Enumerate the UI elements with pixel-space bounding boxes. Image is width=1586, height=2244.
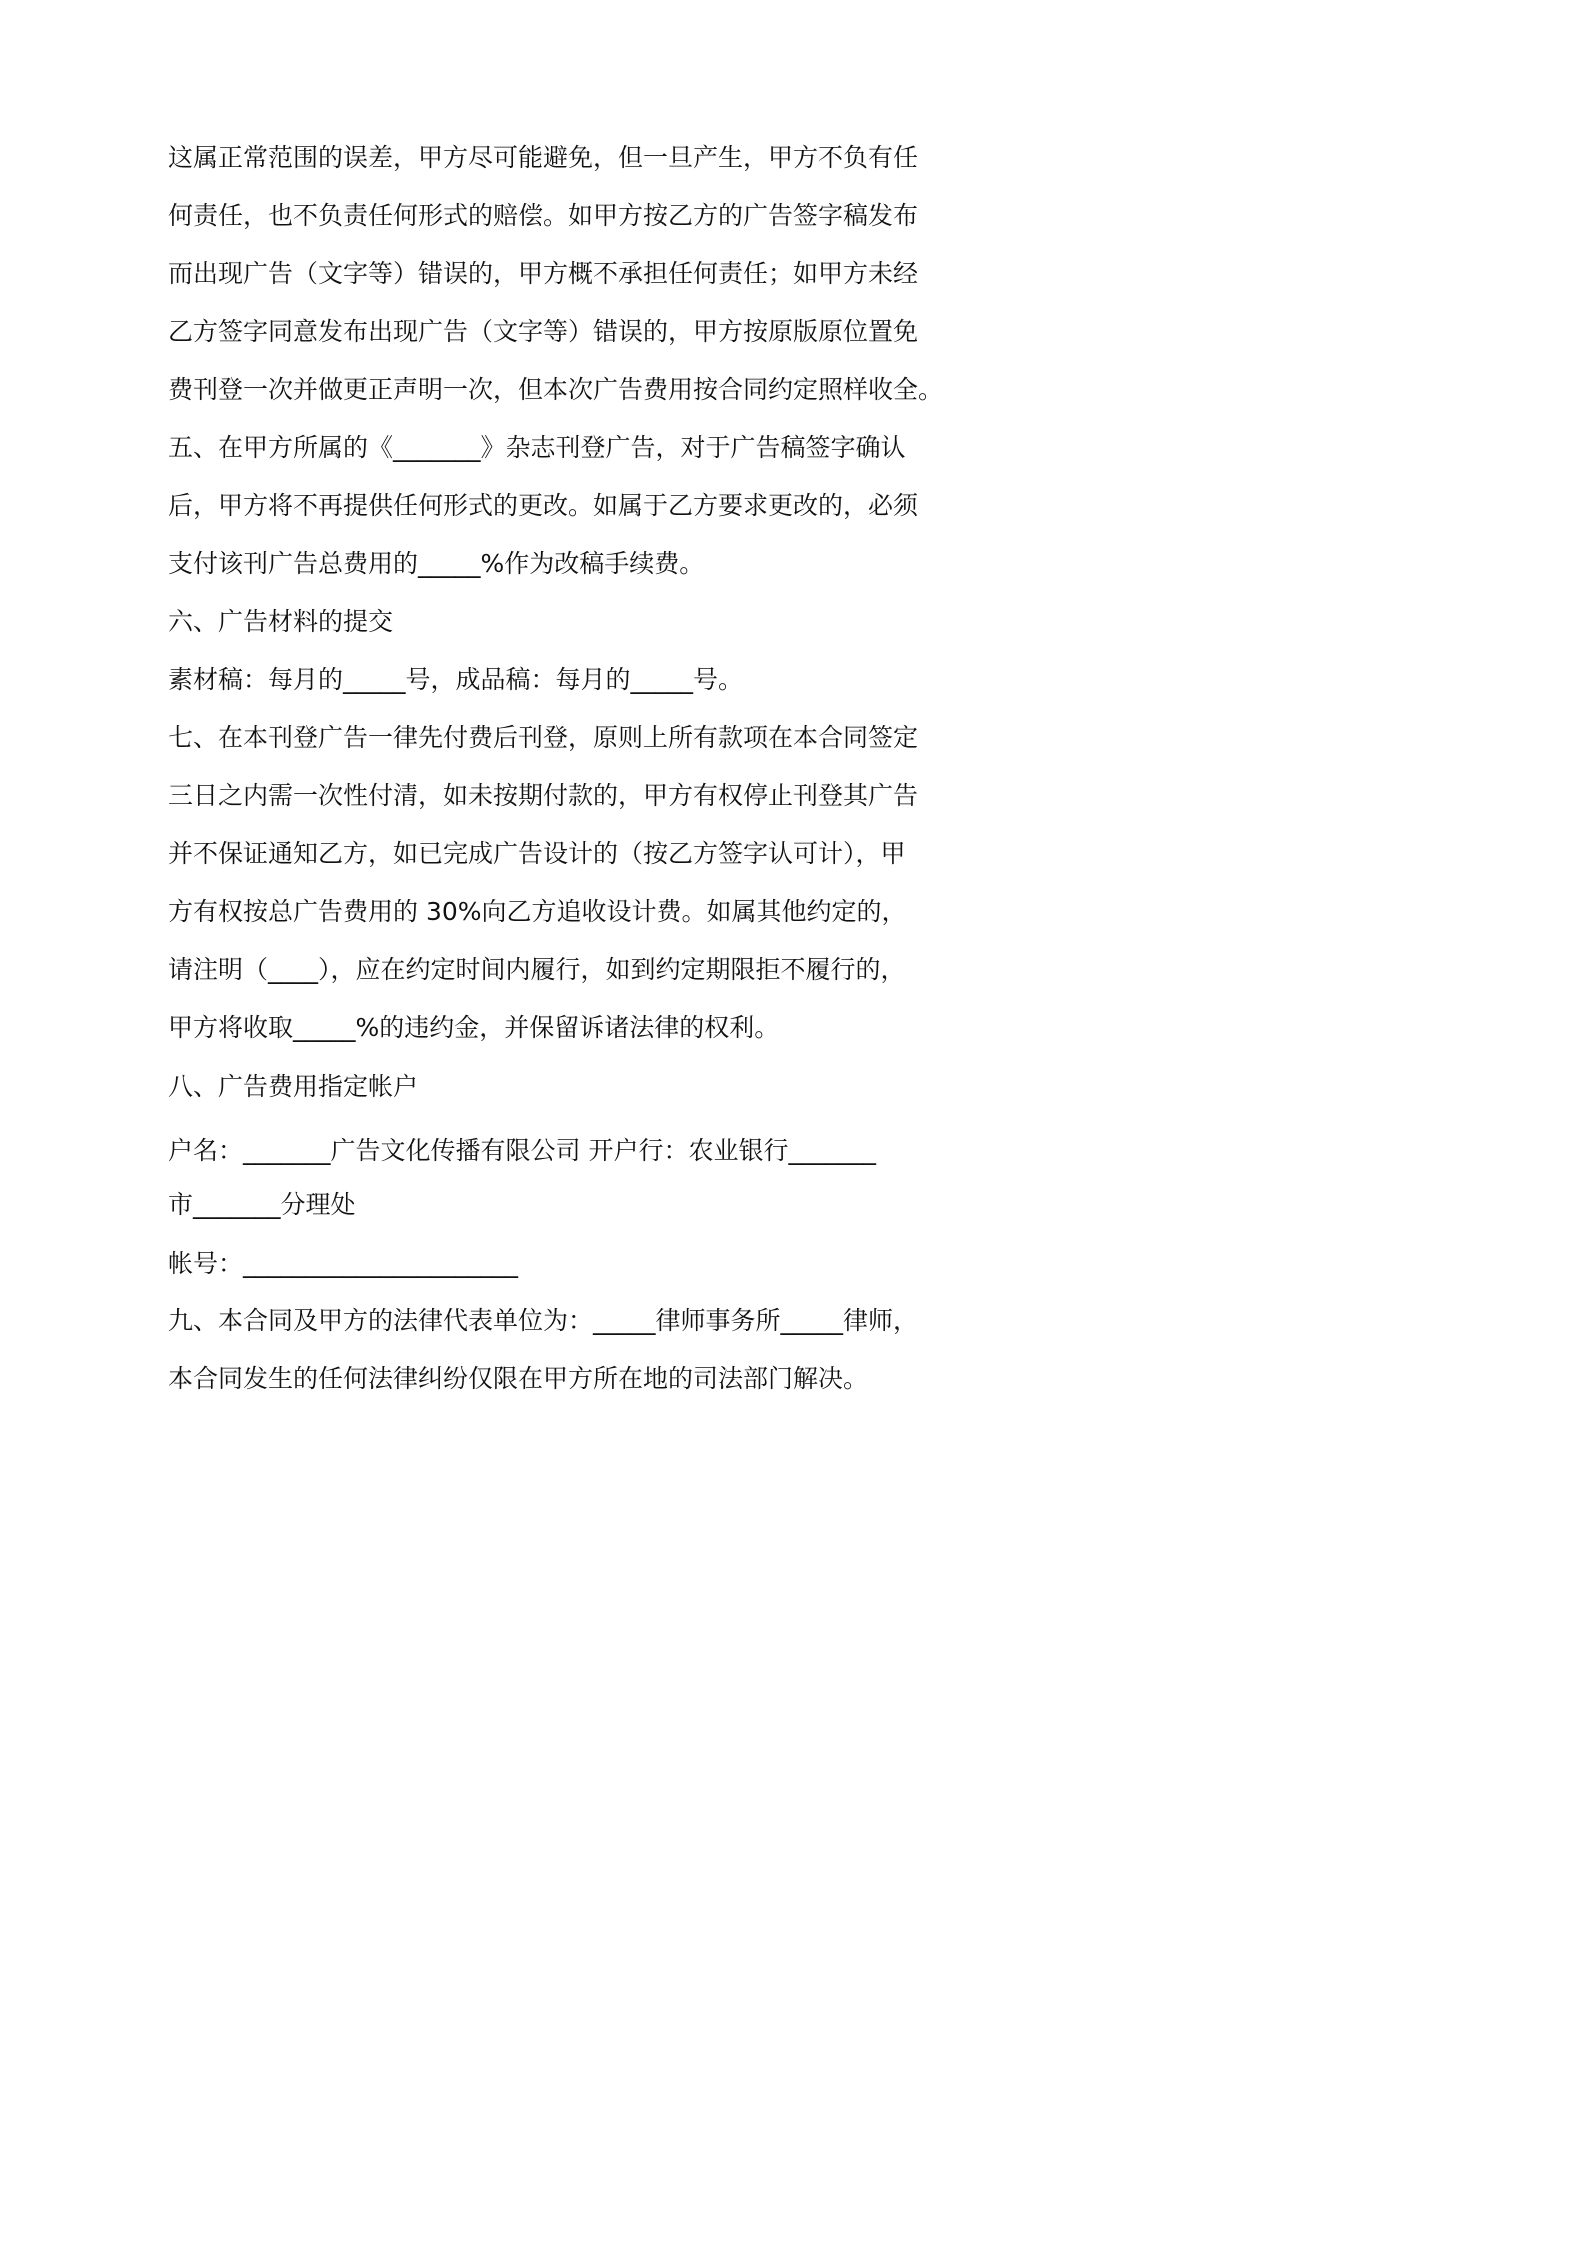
clause-5-heading: 五、在甲方所属的《_______》杂志刊登广告，对于广告稿签字确认 xyxy=(168,433,906,462)
clause-6-heading: 六、广告材料的提交 xyxy=(168,607,394,636)
text-line: 而出现广告（文字等）错误的，甲方概不承担任何责任；如甲方未经 xyxy=(168,259,919,288)
text-line: 何责任，也不负责任何形式的赔偿。如甲方按乙方的广告签字稿发布 xyxy=(168,201,919,230)
text-line: 并不保证通知乙方，如已完成广告设计的（按乙方签字认可计），甲 xyxy=(168,839,906,868)
text-line: 素材稿：每月的_____号，成品稿：每月的_____号。 xyxy=(168,665,744,694)
text-line: 乙方签字同意发布出现广告（文字等）错误的，甲方按原版原位置免 xyxy=(168,317,919,346)
clause-8-heading: 八、广告费用指定帐户 xyxy=(168,1072,419,1101)
text-line: 方有权按总广告费用的 30%向乙方追收设计费。如属其他约定的， xyxy=(168,897,907,926)
account-name-line: 户名：_______广告文化传播有限公司 开户行：农业银行_______ xyxy=(168,1136,876,1165)
clause-9-heading: 九、本合同及甲方的法律代表单位为：_____律师事务所_____律师， xyxy=(168,1306,919,1335)
text-line: 本合同发生的任何法律纠纷仅限在甲方所在地的司法部门解决。 xyxy=(168,1364,869,1393)
text-line: 后，甲方将不再提供任何形式的更改。如属于乙方要求更改的，必须 xyxy=(168,491,919,520)
text-line: 甲方将收取_____%的违约金，并保留诉诸法律的权利。 xyxy=(168,1013,780,1042)
branch-line: 市_______分理处 xyxy=(168,1190,356,1219)
text-line: 支付该刊广告总费用的_____%作为改稿手续费。 xyxy=(168,549,705,578)
text-line: 费刊登一次并做更正声明一次，但本次广告费用按合同约定照样收全。 xyxy=(168,375,944,404)
text-line: 请注明（____），应在约定时间内履行，如到约定期限拒不履行的， xyxy=(168,955,906,984)
clause-7-heading: 七、在本刊登广告一律先付费后刊登，原则上所有款项在本合同签定 xyxy=(168,723,919,752)
account-number-line: 帐号：______________________ xyxy=(168,1249,519,1278)
document-page xyxy=(0,0,1102,1559)
text-line: 这属正常范围的误差，甲方尽可能避免，但一旦产生，甲方不负有任 xyxy=(168,143,919,172)
text-line: 三日之内需一次性付清，如未按期付款的，甲方有权停止刊登其广告 xyxy=(168,781,919,810)
